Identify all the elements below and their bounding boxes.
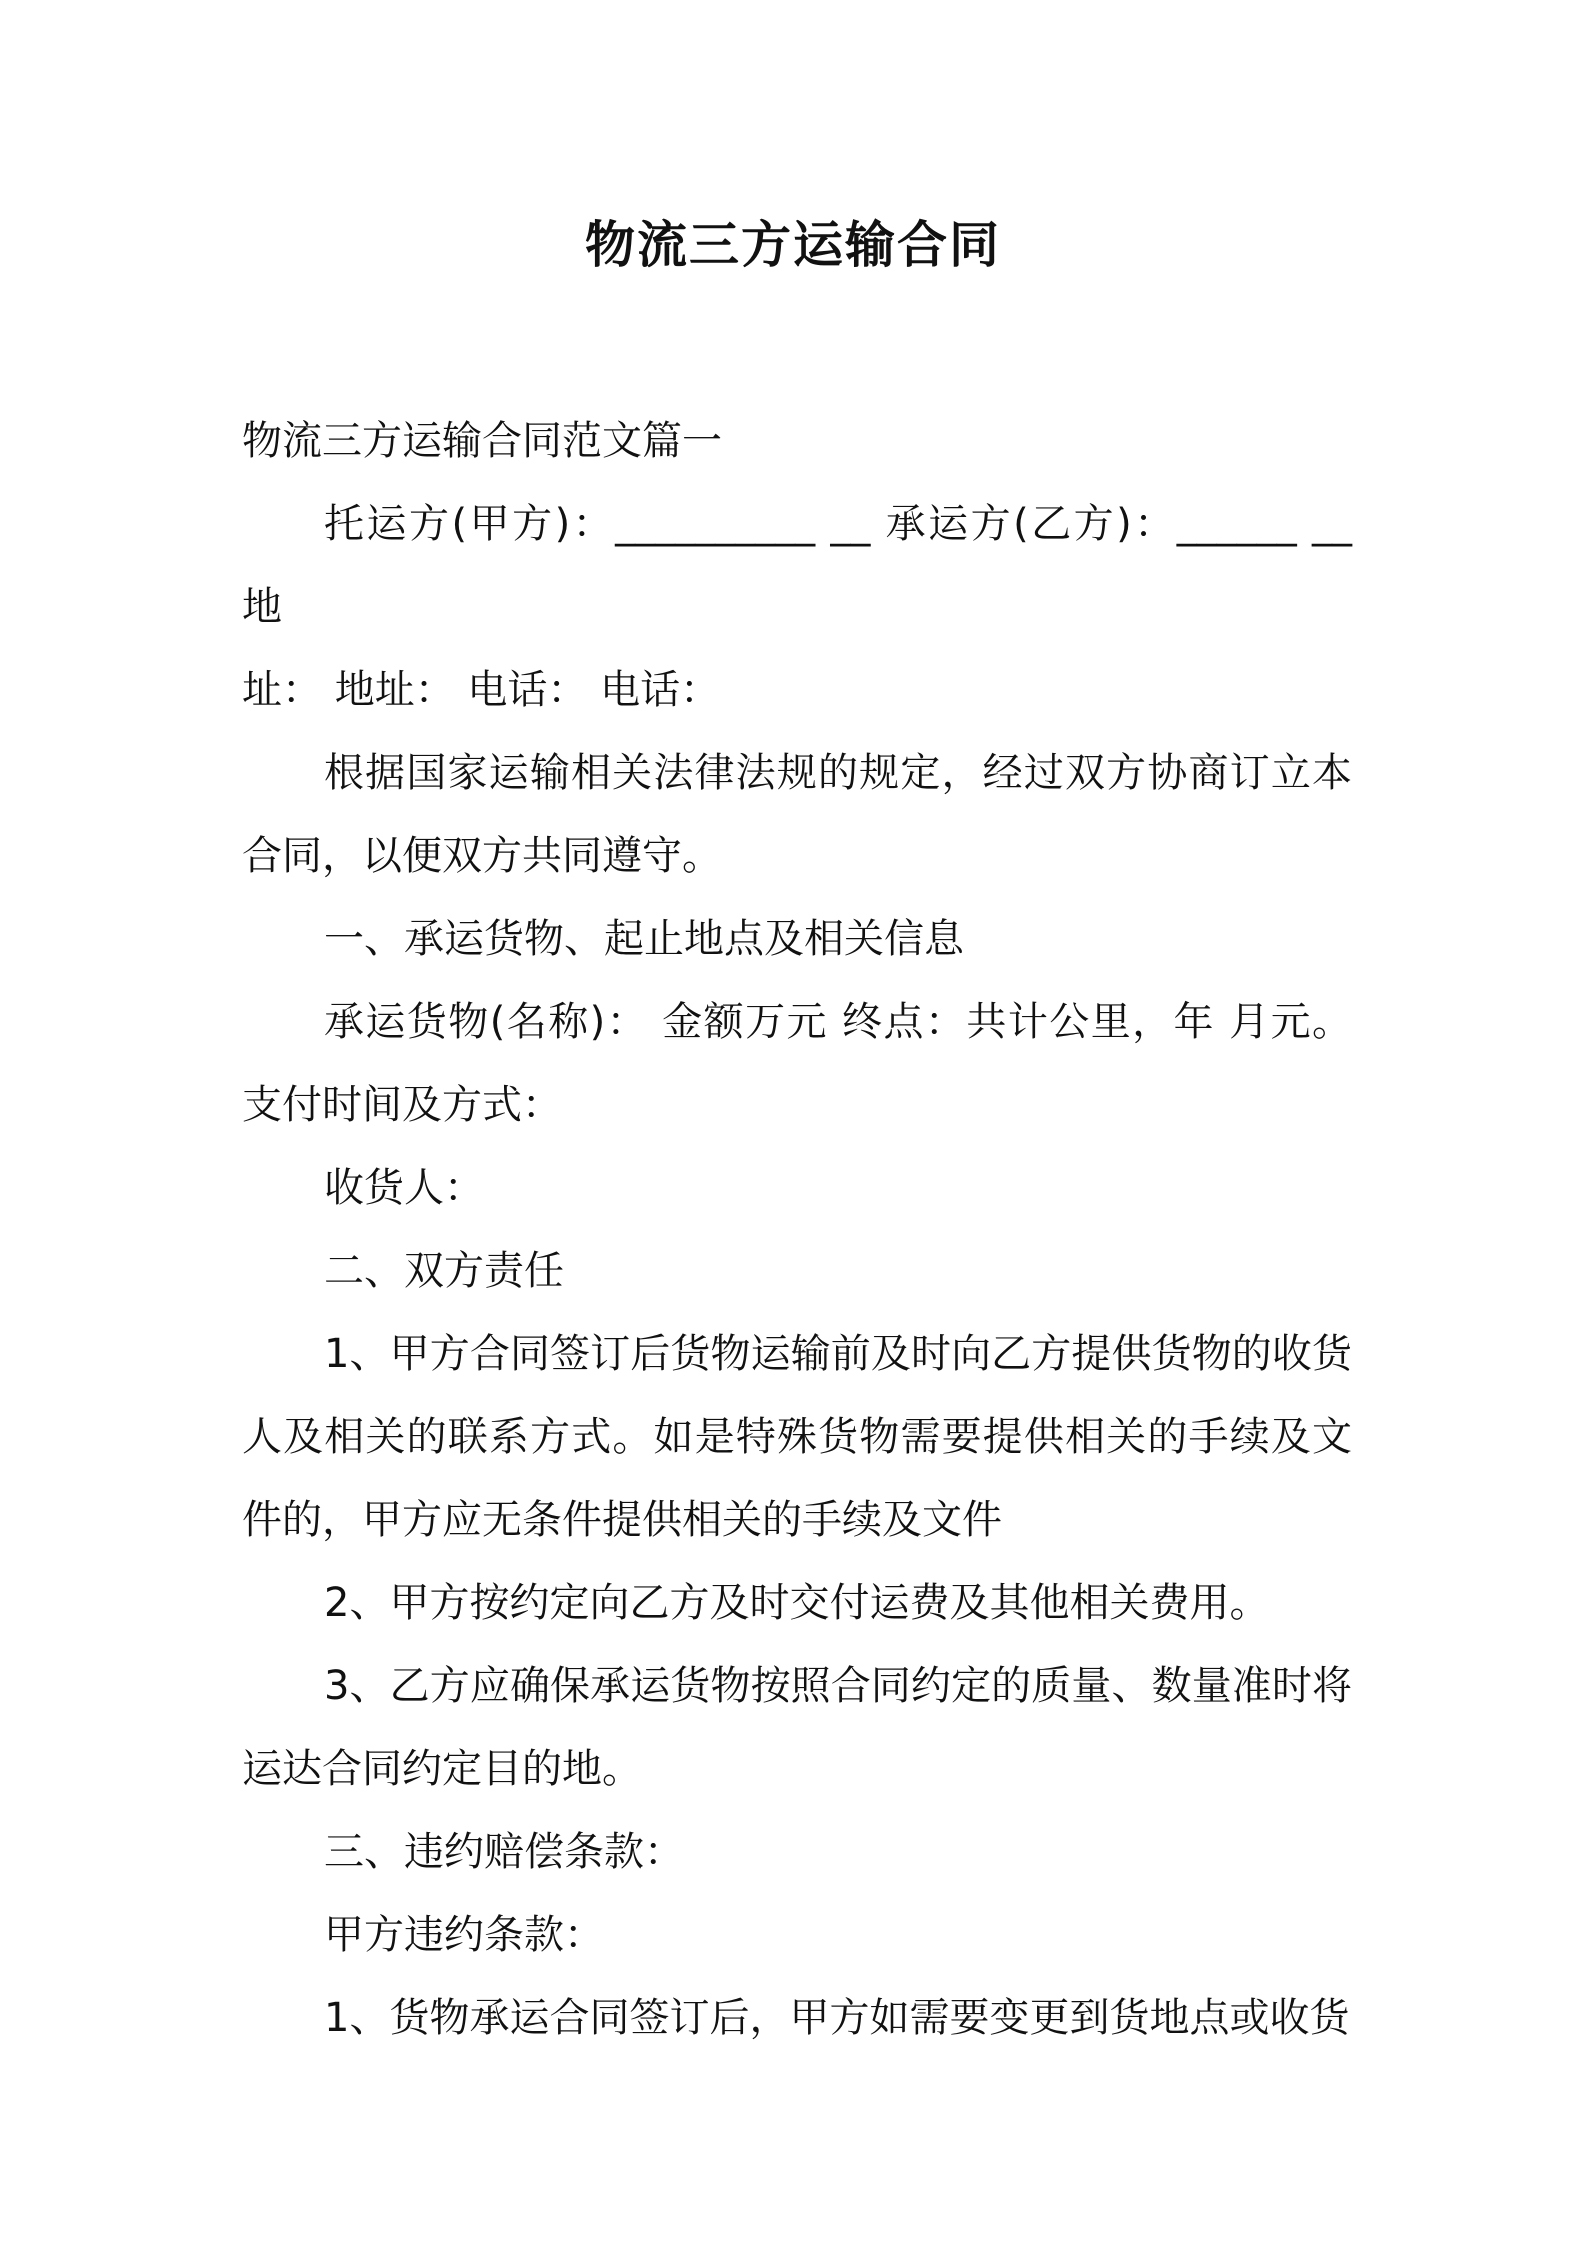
address-line: 址： 地址： 电话： 电话： bbox=[242, 667, 721, 713]
consignee-paragraph: 收货人： bbox=[324, 1165, 484, 1211]
parties-line: 托运方(甲方)：__________ __ 承运方(乙方)：______ __ 地 bbox=[242, 501, 1352, 630]
preamble-paragraph: 根据国家运输相关法律法规的规定，经过双方协商订立本合同，以便双方共同遵守。 bbox=[242, 750, 1352, 879]
duty-3-paragraph: 3、乙方应确保承运货物按照合同约定的质量、数量准时将运达合同约定目的地。 bbox=[242, 1663, 1352, 1792]
breach-1-paragraph: 1、货物承运合同签订后，甲方如需要变更到货地点或收货 bbox=[324, 1995, 1350, 2041]
section-2-heading: 二、双方责任 bbox=[324, 1248, 564, 1294]
document-body bbox=[242, 400, 1352, 2060]
section-3-heading: 三、违约赔偿条款： bbox=[324, 1829, 684, 1875]
cargo-info-paragraph: 承运货物(名称)： 金额万元 终点：共计公里，年 月元。 支付时间及方式： bbox=[242, 999, 1352, 1128]
section-1-heading: 一、承运货物、起止地点及相关信息 bbox=[324, 916, 964, 962]
document-title: 物流三方运输合同 bbox=[585, 216, 1001, 274]
duty-1-paragraph: 1、甲方合同签订后货物运输前及时向乙方提供货物的收货人及相关的联系方式。如是特殊货物需要提供相关的手续及文件的，甲方应无条件提供相关的手续及文件 bbox=[242, 1331, 1352, 1543]
duty-2-paragraph: 2、甲方按约定向乙方及时交付运费及其他相关费用。 bbox=[324, 1580, 1270, 1626]
party-a-breach-heading: 甲方违约条款： bbox=[324, 1912, 604, 1958]
subtitle: 物流三方运输合同范文篇一 bbox=[242, 418, 722, 464]
